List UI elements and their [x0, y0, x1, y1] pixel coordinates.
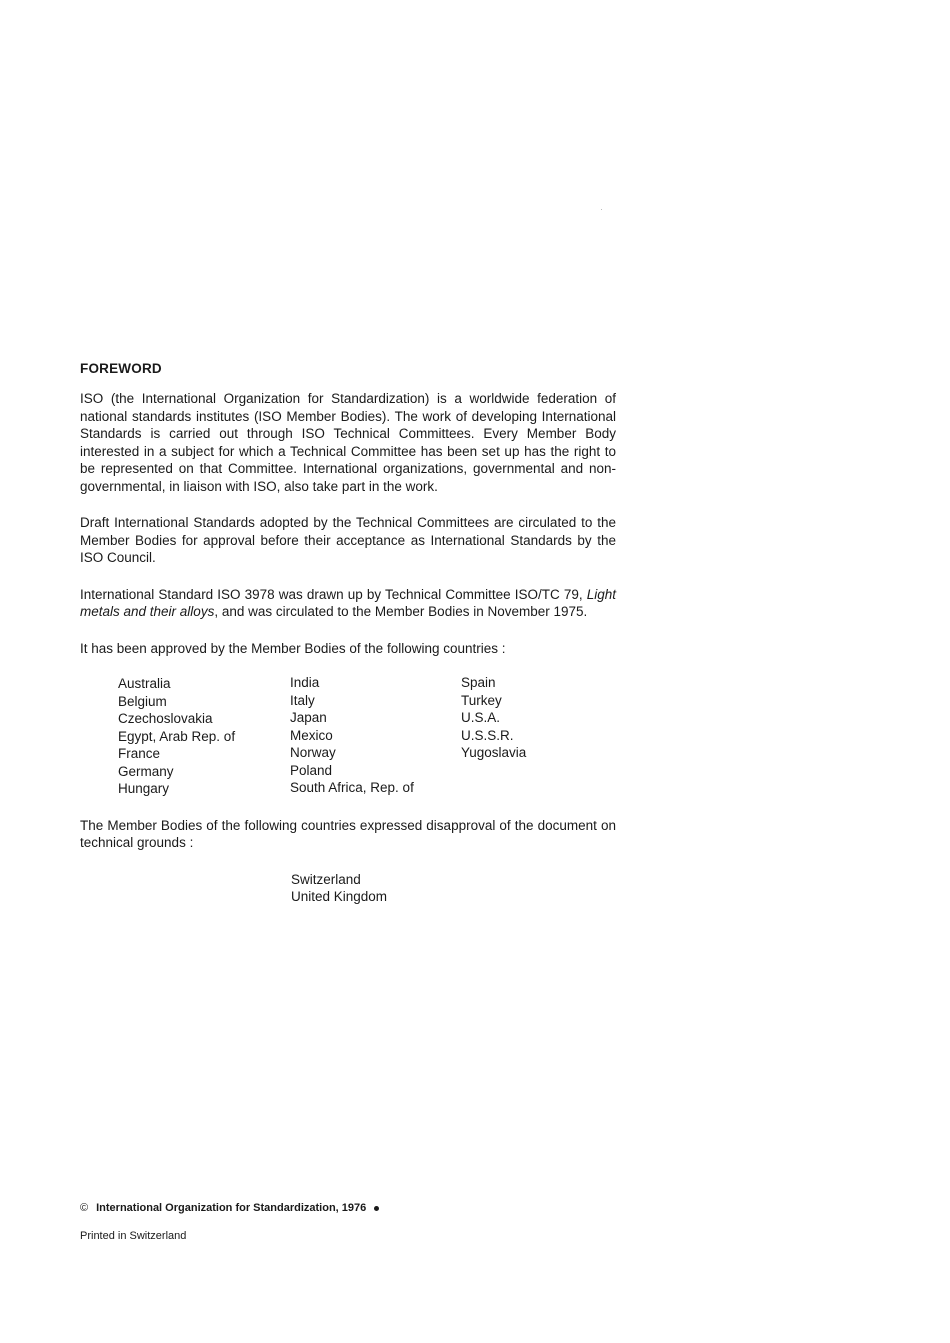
country-item: Germany [118, 763, 174, 779]
copyright-text: International Organization for Standardization, 1976 [96, 1202, 367, 1214]
country-item: Mexico [290, 727, 333, 743]
disapproving-countries-list [291, 871, 616, 906]
approval-intro: It has been approved by the Member Bodies of the following countries : [80, 640, 506, 656]
country-column-2 [290, 674, 461, 798]
country-item: Czechoslovakia [118, 711, 213, 726]
disapproving-country-item: Switzerland [291, 871, 361, 887]
country-item: Yugoslavia [461, 745, 527, 760]
country-item: Norway [290, 745, 336, 760]
printed-in: Printed in Switzerland [80, 1230, 187, 1242]
country-item: Egypt, Arab Rep. of [118, 728, 236, 744]
country-item: Poland [290, 762, 333, 778]
country-item: France [118, 746, 161, 761]
page-footer [80, 1200, 379, 1244]
bullet-icon [374, 1206, 379, 1211]
country-item: Australia [118, 676, 171, 691]
disapproving-country-item: United Kingdom [291, 889, 388, 904]
country-item: India [290, 675, 320, 690]
paragraph-3-text-after: , and was circulated to the Member Bodies in November 1975. [214, 604, 588, 619]
country-item: U.S.S.R. [461, 727, 514, 743]
country-column-3 [461, 674, 581, 798]
copyright-line [80, 1200, 379, 1216]
country-column-1 [118, 674, 290, 798]
foreword-section [80, 360, 616, 906]
foreword-paragraph-2: Draft International Standards adopted by the Technical Committees are circulated to the Member Bodies for approval before their acceptance as International Standards by the ISO Council. [80, 515, 616, 565]
country-item: Italy [290, 692, 315, 708]
country-item: South Africa, Rep. of [290, 780, 414, 795]
country-item: Turkey [461, 692, 502, 708]
paragraph-3-text-before: International Standard ISO 3978 was drawn up by Technical Committee ISO/TC 79, [80, 586, 587, 602]
country-item: U.S.A. [461, 710, 501, 725]
foreword-paragraph-3 [80, 586, 616, 621]
foreword-paragraph-1: ISO (the International Organization for Standardization) is a worldwide federation of national standards institutes (ISO Member Bodies). The work of developing International Standards is carried out through ISO Technical Committees. Every Member Body interested in a subject for which a Technical Committee has been set up has the right to be represented on that Committee. International organizations, governmental and non-governmental, in liaison with ISO, also take part in the work. [80, 391, 616, 494]
committee-title: Light metals and their alloys [80, 586, 616, 619]
approving-countries-table [118, 674, 616, 798]
country-item: Spain [461, 675, 496, 690]
foreword-heading: FOREWORD [80, 361, 162, 376]
disapproval-intro: The Member Bodies of the following countries expressed disapproval of the document on technical grounds : [80, 817, 616, 850]
scan-speck [601, 209, 602, 210]
country-item: Japan [290, 710, 327, 725]
copyright-icon: © [80, 1202, 89, 1214]
country-item: Hungary [118, 781, 170, 796]
country-item: Belgium [118, 693, 167, 709]
